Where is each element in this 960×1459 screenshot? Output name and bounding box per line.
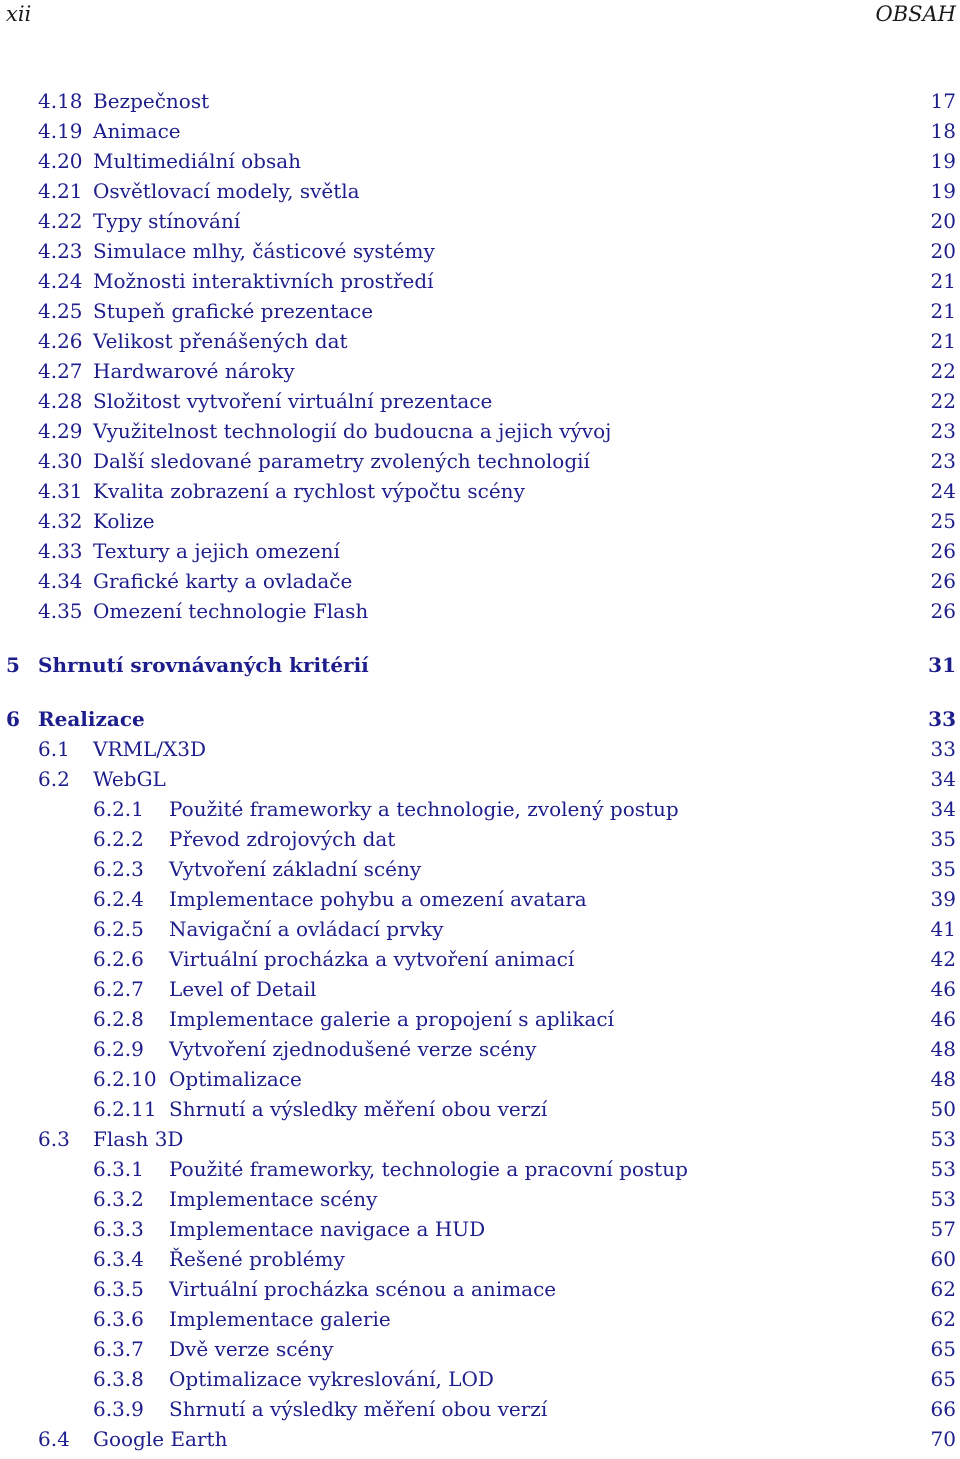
entry-title: Kvalita zobrazení a rychlost výpočtu scény [93, 479, 525, 503]
entry-title: Převod zdrojových dat [169, 827, 396, 851]
entry-number: 4.29 [38, 419, 83, 443]
entry-title: Virtuální procházka scénou a animace [169, 1277, 557, 1301]
entry-page: 53 [930, 1157, 956, 1181]
entry-page: 26 [930, 539, 956, 563]
toc-entry[interactable] [0, 914, 960, 944]
entry-title: Implementace galerie [169, 1307, 391, 1331]
entry-page: 57 [930, 1217, 956, 1241]
entry-title: Shrnutí a výsledky měření obou verzí [169, 1097, 548, 1121]
entry-page: 62 [930, 1277, 956, 1301]
chapter-number: 6 [6, 707, 20, 731]
toc-entry[interactable] [0, 1244, 960, 1274]
entry-number: 4.21 [38, 179, 83, 203]
entry-page: 42 [930, 947, 956, 971]
toc-entry[interactable] [0, 1154, 960, 1184]
entry-page: 46 [930, 1007, 956, 1031]
entry-page: 41 [930, 917, 956, 941]
toc-entry[interactable] [0, 356, 960, 386]
toc-entry[interactable] [0, 1214, 960, 1244]
entry-number: 4.19 [38, 119, 83, 143]
entry-page: 34 [930, 767, 956, 791]
entry-number: 6.3.1 [93, 1157, 144, 1181]
toc-entry[interactable] [0, 1334, 960, 1364]
entry-page: 66 [930, 1397, 956, 1421]
toc-entry[interactable] [0, 596, 960, 626]
entry-number: 4.33 [38, 539, 83, 563]
entry-number: 4.28 [38, 389, 83, 413]
running-title: OBSAH [875, 2, 956, 26]
toc-entry[interactable] [0, 1424, 960, 1454]
entry-title: Virtuální procházka a vytvoření animací [169, 947, 575, 971]
chapter-page: 31 [928, 653, 956, 677]
entry-page: 20 [930, 239, 956, 263]
entry-page: 24 [930, 479, 956, 503]
entry-page: 25 [930, 509, 956, 533]
entry-number: 6.3.8 [93, 1367, 144, 1391]
toc-entry[interactable] [0, 236, 960, 266]
entry-number: 4.23 [38, 239, 83, 263]
entry-title: Omezení technologie Flash [93, 599, 369, 623]
entry-number: 4.20 [38, 149, 83, 173]
toc-entry[interactable] [0, 536, 960, 566]
entry-page: 19 [930, 149, 956, 173]
toc-entry[interactable] [0, 326, 960, 356]
toc-chapter-6[interactable] [0, 704, 960, 734]
entry-page: 46 [930, 977, 956, 1001]
entry-page: 48 [930, 1037, 956, 1061]
toc-entry[interactable] [0, 1274, 960, 1304]
entry-number: 6.2.9 [93, 1037, 144, 1061]
entry-page: 22 [930, 389, 956, 413]
entry-title: Navigační a ovládací prvky [169, 917, 444, 941]
entry-title: Typy stínování [93, 209, 241, 233]
entry-page: 65 [930, 1337, 956, 1361]
entry-page: 60 [930, 1247, 956, 1271]
entry-number: 6.2.8 [93, 1007, 144, 1031]
entry-title: Level of Detail [169, 977, 317, 1001]
toc-entry[interactable] [0, 944, 960, 974]
entry-number: 6.3.6 [93, 1307, 144, 1331]
entry-title: Využitelnost technologií do budoucna a jejich vývoj [93, 419, 612, 443]
entry-title: Další sledované parametry zvolených technologií [93, 449, 590, 473]
toc-entry[interactable] [0, 824, 960, 854]
entry-number: 6.3 [38, 1127, 70, 1151]
entry-title: Implementace scény [169, 1187, 378, 1211]
entry-title: Implementace galerie a propojení s aplikací [169, 1007, 615, 1031]
toc-entry[interactable] [0, 1034, 960, 1064]
entry-number: 4.18 [38, 89, 83, 113]
entry-title: Vytvoření základní scény [169, 857, 422, 881]
entry-number: 6.2.5 [93, 917, 144, 941]
entry-number: 4.27 [38, 359, 83, 383]
entry-title: Vytvoření zjednodušené verze scény [169, 1037, 537, 1061]
entry-title: Složitost vytvoření virtuální prezentace [93, 389, 493, 413]
entry-number: 6.3.3 [93, 1217, 144, 1241]
entry-page: 35 [930, 827, 956, 851]
entry-title: Kolize [93, 509, 155, 533]
entry-number: 6.3.2 [93, 1187, 144, 1211]
page-header [0, 0, 960, 30]
entry-page: 26 [930, 569, 956, 593]
entry-page: 62 [930, 1307, 956, 1331]
entry-number: 6.2.2 [93, 827, 144, 851]
toc-entry[interactable] [0, 884, 960, 914]
entry-number: 4.31 [38, 479, 83, 503]
toc-entry[interactable] [0, 1364, 960, 1394]
toc-entry[interactable] [0, 146, 960, 176]
entry-number: 4.35 [38, 599, 83, 623]
chapter-page: 33 [928, 707, 956, 731]
toc-entry[interactable] [0, 1184, 960, 1214]
toc-entry[interactable] [0, 566, 960, 596]
entry-page: 33 [930, 737, 956, 761]
entry-title: Google Earth [93, 1427, 228, 1451]
toc-entry[interactable] [0, 116, 960, 146]
toc-entry[interactable] [0, 296, 960, 326]
toc-entry[interactable] [0, 974, 960, 1004]
entry-title: Optimalizace vykreslování, LOD [169, 1367, 494, 1391]
toc-entry[interactable] [0, 794, 960, 824]
toc-entry[interactable] [0, 206, 960, 236]
entry-number: 4.24 [38, 269, 83, 293]
toc-entry[interactable] [0, 416, 960, 446]
entry-page: 18 [930, 119, 956, 143]
entry-page: 23 [930, 449, 956, 473]
entry-number: 6.3.9 [93, 1397, 144, 1421]
toc-entry[interactable] [0, 386, 960, 416]
entry-number: 6.2.10 [93, 1067, 157, 1091]
entry-page: 34 [930, 797, 956, 821]
entry-number: 6.4 [38, 1427, 70, 1451]
entry-title: Grafické karty a ovladače [93, 569, 353, 593]
entry-number: 6.3.7 [93, 1337, 144, 1361]
toc-entry[interactable] [0, 1394, 960, 1424]
entry-page: 48 [930, 1067, 956, 1091]
entry-page: 21 [930, 299, 956, 323]
entry-number: 6.2.11 [93, 1097, 157, 1121]
entry-title: Multimediální obsah [93, 149, 302, 173]
entry-page: 50 [930, 1097, 956, 1121]
entry-number: 4.22 [38, 209, 83, 233]
toc-entry[interactable] [0, 734, 960, 764]
entry-title: Stupeň grafické prezentace [93, 299, 374, 323]
entry-page: 20 [930, 209, 956, 233]
toc-entry[interactable] [0, 86, 960, 116]
entry-number: 4.25 [38, 299, 83, 323]
entry-number: 6.3.5 [93, 1277, 144, 1301]
entry-title: VRML/X3D [93, 737, 206, 761]
page-number: xii [6, 2, 32, 26]
entry-number: 6.2.7 [93, 977, 144, 1001]
entry-page: 39 [930, 887, 956, 911]
entry-page: 65 [930, 1367, 956, 1391]
entry-page: 26 [930, 599, 956, 623]
entry-title: Implementace navigace a HUD [169, 1217, 486, 1241]
entry-number: 6.2.4 [93, 887, 144, 911]
section-4-entries [0, 86, 960, 626]
entry-title: Hardwarové nároky [93, 359, 295, 383]
toc-entry[interactable] [0, 1064, 960, 1094]
toc-entry[interactable] [0, 176, 960, 206]
entry-page: 23 [930, 419, 956, 443]
entry-page: 21 [930, 269, 956, 293]
toc-entry[interactable] [0, 446, 960, 476]
entry-title: Použité frameworky a technologie, zvolený postup [169, 797, 679, 821]
entry-page: 21 [930, 329, 956, 353]
entry-page: 22 [930, 359, 956, 383]
chapter-title: Shrnutí srovnávaných kritérií [38, 653, 369, 677]
entry-title: Bezpečnost [93, 89, 210, 113]
entry-title: Flash 3D [93, 1127, 184, 1151]
chapter-6-entries [0, 734, 960, 1454]
entry-number: 4.26 [38, 329, 83, 353]
entry-number: 6.2.6 [93, 947, 144, 971]
entry-title: Dvě verze scény [169, 1337, 334, 1361]
toc-entry[interactable] [0, 854, 960, 884]
entry-page: 53 [930, 1187, 956, 1211]
entry-number: 6.3.4 [93, 1247, 144, 1271]
entry-title: Možnosti interaktivních prostředí [93, 269, 434, 293]
entry-title: Simulace mlhy, částicové systémy [93, 239, 435, 263]
entry-title: Velikost přenášených dat [93, 329, 348, 353]
entry-number: 4.34 [38, 569, 83, 593]
toc-entry[interactable] [0, 764, 960, 794]
toc-entry[interactable] [0, 1004, 960, 1034]
entry-page: 19 [930, 179, 956, 203]
entry-number: 6.2.1 [93, 797, 144, 821]
entry-title: Implementace pohybu a omezení avatara [169, 887, 587, 911]
toc-entry[interactable] [0, 476, 960, 506]
entry-number: 6.1 [38, 737, 70, 761]
entry-title: Textury a jejich omezení [93, 539, 340, 563]
entry-number: 6.2.3 [93, 857, 144, 881]
chapter-title: Realizace [38, 707, 145, 731]
chapter-number: 5 [6, 653, 20, 677]
entry-number: 4.30 [38, 449, 83, 473]
entry-title: Shrnutí a výsledky měření obou verzí [169, 1397, 548, 1421]
table-of-contents [0, 86, 960, 1454]
entry-number: 6.2 [38, 767, 70, 791]
entry-title: Použité frameworky, technologie a pracovní postup [169, 1157, 688, 1181]
entry-number: 4.32 [38, 509, 83, 533]
toc-entry[interactable] [0, 506, 960, 536]
entry-page: 35 [930, 857, 956, 881]
entry-title: WebGL [93, 767, 166, 791]
entry-page: 53 [930, 1127, 956, 1151]
toc-entry[interactable] [0, 266, 960, 296]
toc-entry[interactable] [0, 1304, 960, 1334]
entry-title: Řešené problémy [169, 1247, 345, 1271]
entry-title: Optimalizace [169, 1067, 302, 1091]
toc-entry[interactable] [0, 1094, 960, 1124]
entry-title: Osvětlovací modely, světla [93, 179, 360, 203]
toc-chapter-5[interactable] [0, 650, 960, 680]
entry-title: Animace [93, 119, 181, 143]
entry-page: 70 [930, 1427, 956, 1451]
entry-page: 17 [930, 89, 956, 113]
toc-entry[interactable] [0, 1124, 960, 1154]
